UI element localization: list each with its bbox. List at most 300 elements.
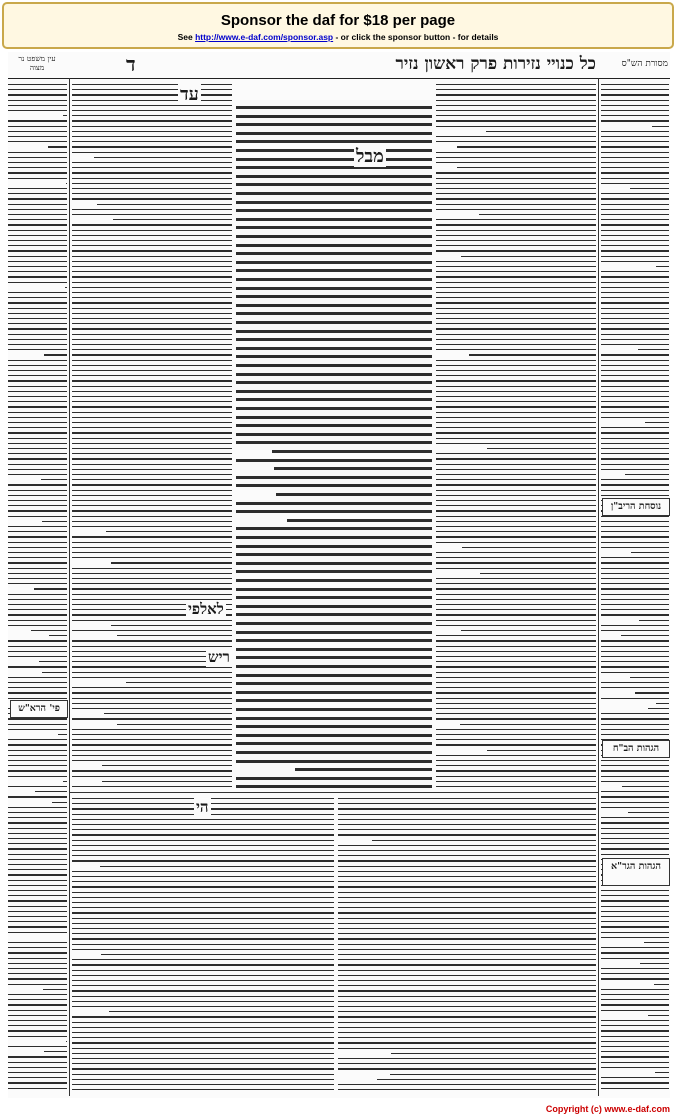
text-line bbox=[43, 989, 67, 990]
text-line bbox=[436, 718, 596, 719]
text-line bbox=[236, 656, 432, 659]
text-line bbox=[8, 1036, 67, 1037]
text-line bbox=[236, 579, 432, 582]
column-divider bbox=[598, 78, 599, 1096]
text-line bbox=[601, 609, 669, 610]
text-line bbox=[236, 674, 432, 677]
text-line bbox=[8, 193, 67, 194]
text-line bbox=[8, 1077, 67, 1078]
text-line bbox=[601, 136, 669, 137]
text-line bbox=[8, 136, 67, 137]
text-line bbox=[601, 562, 669, 563]
text-line bbox=[72, 734, 232, 735]
text-line bbox=[8, 427, 67, 428]
hagahot-habach-heading: הגהות הב"ח bbox=[602, 740, 670, 758]
text-line bbox=[8, 900, 67, 901]
text-line bbox=[338, 892, 596, 893]
text-line bbox=[436, 765, 596, 766]
text-line bbox=[8, 698, 67, 699]
text-line bbox=[436, 531, 596, 532]
text-line bbox=[72, 136, 232, 137]
text-line bbox=[601, 630, 669, 631]
text-line bbox=[601, 1020, 669, 1021]
text-line bbox=[601, 204, 669, 205]
text-line bbox=[601, 906, 669, 907]
text-line bbox=[648, 708, 669, 709]
text-line bbox=[72, 100, 232, 101]
text-line bbox=[72, 464, 232, 465]
text-line bbox=[601, 547, 669, 548]
text-line bbox=[601, 1046, 669, 1047]
text-line bbox=[72, 224, 232, 225]
text-line bbox=[8, 947, 67, 948]
text-line bbox=[72, 1053, 334, 1054]
text-line bbox=[436, 328, 596, 329]
text-line bbox=[436, 323, 596, 324]
text-line bbox=[8, 510, 67, 511]
text-line bbox=[601, 838, 669, 839]
text-line bbox=[236, 562, 432, 565]
text-line bbox=[338, 902, 596, 903]
text-line bbox=[72, 510, 232, 511]
text-line bbox=[236, 553, 432, 556]
text-line bbox=[338, 980, 596, 981]
text-line bbox=[72, 526, 232, 527]
text-line bbox=[436, 734, 596, 735]
text-line bbox=[72, 881, 334, 882]
text-line bbox=[601, 1051, 669, 1052]
text-line bbox=[8, 396, 67, 397]
text-line bbox=[436, 474, 596, 475]
text-line bbox=[601, 542, 669, 543]
text-line bbox=[72, 557, 232, 558]
text-line bbox=[236, 691, 432, 694]
text-line bbox=[436, 568, 596, 569]
text-line bbox=[601, 724, 669, 725]
text-line bbox=[436, 703, 596, 704]
text-line bbox=[72, 401, 232, 402]
text-line bbox=[436, 126, 596, 127]
text-line bbox=[236, 287, 432, 290]
text-line bbox=[72, 167, 232, 168]
text-line bbox=[436, 302, 596, 303]
text-line bbox=[41, 479, 67, 480]
text-line bbox=[338, 1001, 596, 1002]
text-line bbox=[338, 834, 596, 835]
text-line bbox=[8, 412, 67, 413]
text-line bbox=[656, 266, 669, 267]
text-line bbox=[601, 1010, 669, 1011]
text-line bbox=[236, 209, 432, 212]
text-line bbox=[8, 235, 67, 236]
text-line bbox=[601, 1004, 669, 1005]
text-line bbox=[8, 328, 67, 329]
text-line bbox=[236, 760, 432, 763]
text-line bbox=[287, 519, 432, 522]
text-line bbox=[236, 648, 432, 651]
text-line bbox=[338, 996, 596, 997]
text-line bbox=[8, 1072, 67, 1073]
chapter-title: כל כנויי נזירות פרק ראשון נזיר bbox=[395, 54, 596, 74]
text-line bbox=[8, 1067, 67, 1068]
text-line bbox=[72, 209, 232, 210]
text-line bbox=[601, 625, 669, 626]
text-line bbox=[72, 375, 232, 376]
text-line bbox=[601, 427, 669, 428]
text-line bbox=[377, 1079, 596, 1080]
text-line bbox=[72, 94, 232, 95]
text-line bbox=[601, 1056, 669, 1057]
text-line bbox=[436, 172, 596, 173]
text-line bbox=[601, 443, 669, 444]
text-line bbox=[72, 297, 232, 298]
text-line bbox=[436, 412, 596, 413]
text-line bbox=[102, 781, 232, 782]
text-line bbox=[72, 1006, 334, 1007]
text-line bbox=[631, 552, 669, 553]
text-line bbox=[236, 347, 432, 350]
text-line bbox=[72, 886, 334, 887]
text-line bbox=[72, 188, 232, 189]
text-line bbox=[236, 545, 432, 548]
sponsor-banner[interactable] bbox=[2, 2, 674, 49]
text-line bbox=[72, 928, 334, 929]
text-line bbox=[8, 687, 67, 688]
text-line bbox=[436, 562, 596, 563]
text-line bbox=[436, 536, 596, 537]
text-line bbox=[72, 568, 232, 569]
text-line bbox=[236, 441, 432, 444]
text-line bbox=[8, 760, 67, 761]
text-line bbox=[72, 391, 232, 392]
text-line bbox=[72, 162, 232, 163]
text-line bbox=[601, 656, 669, 657]
text-line bbox=[338, 814, 596, 815]
text-line bbox=[8, 474, 67, 475]
text-line bbox=[601, 157, 669, 158]
text-line bbox=[8, 620, 67, 621]
text-line bbox=[8, 822, 67, 823]
text-line bbox=[338, 871, 596, 872]
text-line bbox=[601, 328, 669, 329]
text-line bbox=[8, 968, 67, 969]
text-line bbox=[72, 1037, 334, 1038]
text-line bbox=[8, 677, 67, 678]
text-line bbox=[8, 443, 67, 444]
text-line bbox=[436, 422, 596, 423]
text-line bbox=[8, 542, 67, 543]
text-line bbox=[601, 120, 669, 121]
text-line bbox=[601, 89, 669, 90]
text-line bbox=[436, 313, 596, 314]
text-line bbox=[601, 531, 669, 532]
text-line bbox=[72, 292, 232, 293]
text-line bbox=[72, 245, 232, 246]
text-line bbox=[8, 214, 67, 215]
text-line bbox=[8, 682, 67, 683]
text-line bbox=[8, 921, 67, 922]
text-line bbox=[436, 183, 596, 184]
text-line bbox=[436, 557, 596, 558]
text-line bbox=[601, 661, 669, 662]
text-line bbox=[72, 933, 334, 934]
masoret-label: מסורת הש"ס bbox=[621, 59, 668, 69]
text-line bbox=[601, 765, 669, 766]
text-line bbox=[8, 739, 67, 740]
text-line bbox=[338, 897, 596, 898]
text-line bbox=[8, 864, 67, 865]
text-line bbox=[117, 635, 232, 636]
text-line bbox=[72, 105, 232, 106]
text-line bbox=[8, 230, 67, 231]
text-line bbox=[391, 1053, 596, 1054]
text-line bbox=[8, 1046, 67, 1047]
text-line bbox=[8, 952, 67, 953]
text-line bbox=[436, 120, 596, 121]
text-line bbox=[8, 828, 67, 829]
text-line bbox=[8, 932, 67, 933]
text-line bbox=[8, 942, 67, 943]
text-line bbox=[66, 1041, 67, 1042]
text-line bbox=[601, 760, 669, 761]
text-line bbox=[8, 162, 67, 163]
text-line bbox=[8, 885, 67, 886]
text-line bbox=[436, 698, 596, 699]
text-line bbox=[601, 334, 669, 335]
text-line bbox=[601, 687, 669, 688]
text-line bbox=[8, 105, 67, 106]
text-line bbox=[8, 854, 67, 855]
text-line bbox=[94, 157, 232, 158]
hi-word: הי bbox=[196, 798, 209, 816]
text-line bbox=[601, 848, 669, 849]
text-line bbox=[601, 380, 669, 381]
text-line bbox=[601, 646, 669, 647]
text-line bbox=[601, 698, 669, 699]
text-line bbox=[648, 1015, 669, 1016]
text-line bbox=[8, 755, 67, 756]
text-line bbox=[8, 84, 67, 85]
text-line bbox=[8, 880, 67, 881]
text-line bbox=[44, 354, 67, 355]
text-line bbox=[72, 261, 232, 262]
text-line bbox=[436, 786, 596, 787]
text-line bbox=[8, 266, 67, 267]
text-line bbox=[72, 620, 232, 621]
text-line bbox=[72, 630, 232, 631]
text-line bbox=[117, 724, 232, 725]
text-line bbox=[72, 516, 232, 517]
text-line bbox=[436, 308, 596, 309]
text-line bbox=[436, 427, 596, 428]
text-line bbox=[436, 261, 596, 262]
text-line bbox=[436, 646, 596, 647]
text-line bbox=[72, 750, 232, 751]
text-line bbox=[72, 892, 334, 893]
text-line bbox=[8, 406, 67, 407]
text-line bbox=[72, 256, 232, 257]
text-line bbox=[338, 1032, 596, 1033]
text-line bbox=[8, 100, 67, 101]
text-line bbox=[436, 84, 596, 85]
text-line bbox=[236, 622, 432, 625]
text-line bbox=[601, 817, 669, 818]
text-line bbox=[601, 999, 669, 1000]
text-line bbox=[236, 502, 432, 505]
text-line bbox=[436, 198, 596, 199]
text-line bbox=[236, 665, 432, 668]
text-line bbox=[236, 235, 432, 238]
text-line bbox=[601, 1077, 669, 1078]
sponsor-link[interactable]: http://www.e-daf.com/sponsor.asp bbox=[195, 32, 334, 42]
text-line bbox=[8, 282, 67, 283]
text-line bbox=[8, 250, 67, 251]
text-line bbox=[436, 744, 596, 745]
text-line bbox=[8, 796, 67, 797]
text-line bbox=[601, 178, 669, 179]
text-line bbox=[236, 527, 432, 530]
text-line bbox=[601, 781, 669, 782]
text-line bbox=[58, 734, 67, 735]
text-line bbox=[8, 640, 67, 641]
text-line bbox=[8, 547, 67, 548]
text-line bbox=[601, 1025, 669, 1026]
text-line bbox=[8, 1020, 67, 1021]
text-line bbox=[72, 276, 232, 277]
text-line bbox=[436, 625, 596, 626]
text-line bbox=[236, 570, 432, 573]
text-line bbox=[72, 996, 334, 997]
text-line bbox=[436, 334, 596, 335]
text-line bbox=[8, 874, 67, 875]
text-line bbox=[72, 578, 232, 579]
text-line bbox=[8, 895, 67, 896]
text-line bbox=[8, 448, 67, 449]
text-line bbox=[72, 980, 334, 981]
text-line bbox=[436, 479, 596, 480]
text-line bbox=[236, 183, 432, 186]
text-line bbox=[236, 433, 432, 436]
text-line bbox=[8, 323, 67, 324]
text-line bbox=[644, 942, 669, 943]
text-line bbox=[236, 390, 432, 393]
text-line bbox=[601, 833, 669, 834]
text-line bbox=[72, 448, 232, 449]
nusach-haraif-heading: נוסחת הריב"ן bbox=[602, 498, 670, 516]
text-line bbox=[236, 123, 432, 126]
text-line bbox=[72, 588, 232, 589]
text-line bbox=[8, 984, 67, 985]
text-line bbox=[338, 886, 596, 887]
text-line bbox=[8, 401, 67, 402]
text-line bbox=[457, 167, 596, 168]
text-line bbox=[72, 479, 232, 480]
text-line bbox=[8, 458, 67, 459]
text-line bbox=[72, 495, 232, 496]
text-line bbox=[601, 292, 669, 293]
text-line bbox=[72, 172, 232, 173]
text-line bbox=[338, 1089, 596, 1090]
text-line bbox=[236, 742, 432, 745]
text-line bbox=[338, 819, 596, 820]
text-line bbox=[8, 906, 67, 907]
text-line bbox=[72, 235, 232, 236]
text-line bbox=[72, 500, 232, 501]
text-line bbox=[436, 250, 596, 251]
text-line bbox=[601, 323, 669, 324]
text-line bbox=[338, 1016, 596, 1017]
text-line bbox=[8, 422, 67, 423]
text-line bbox=[72, 193, 232, 194]
text-line bbox=[338, 954, 596, 955]
text-line bbox=[640, 963, 669, 964]
text-line bbox=[8, 380, 67, 381]
text-line bbox=[72, 860, 334, 861]
text-line bbox=[8, 339, 67, 340]
text-line bbox=[601, 490, 669, 491]
text-line bbox=[72, 308, 232, 309]
text-line bbox=[72, 484, 232, 485]
text-line bbox=[436, 406, 596, 407]
text-line bbox=[436, 713, 596, 714]
text-line bbox=[436, 666, 596, 667]
text-line bbox=[8, 994, 67, 995]
text-line bbox=[8, 656, 67, 657]
text-line bbox=[338, 1048, 596, 1049]
text-line bbox=[113, 219, 232, 220]
text-line bbox=[601, 604, 669, 605]
text-line bbox=[72, 855, 334, 856]
text-line bbox=[72, 876, 334, 877]
tosafot-column bbox=[72, 82, 232, 790]
text-line bbox=[236, 373, 432, 376]
text-line bbox=[601, 921, 669, 922]
text-line bbox=[72, 266, 232, 267]
text-line bbox=[601, 198, 669, 199]
text-line bbox=[436, 760, 596, 761]
text-line bbox=[72, 1032, 334, 1033]
text-line bbox=[338, 949, 596, 950]
text-line bbox=[72, 349, 232, 350]
text-line bbox=[72, 271, 232, 272]
text-line bbox=[8, 370, 67, 371]
text-line bbox=[72, 646, 232, 647]
text-line bbox=[8, 978, 67, 979]
text-line bbox=[436, 578, 596, 579]
text-line bbox=[338, 876, 596, 877]
text-line bbox=[276, 493, 432, 496]
text-line bbox=[236, 295, 432, 298]
text-line bbox=[8, 1056, 67, 1057]
text-line bbox=[436, 651, 596, 652]
text-line bbox=[8, 386, 67, 387]
text-line bbox=[72, 687, 232, 688]
hagahot-hagra-heading: הגהות הגר"א bbox=[602, 858, 670, 886]
text-line bbox=[601, 718, 669, 719]
text-line bbox=[72, 703, 232, 704]
text-line bbox=[72, 959, 334, 960]
text-line bbox=[72, 146, 232, 147]
text-line bbox=[8, 219, 67, 220]
text-line bbox=[49, 635, 67, 636]
text-line bbox=[8, 120, 67, 121]
text-line bbox=[8, 172, 67, 173]
text-line bbox=[436, 219, 596, 220]
text-line bbox=[72, 840, 334, 841]
text-line bbox=[338, 860, 596, 861]
text-line bbox=[601, 458, 669, 459]
text-line bbox=[436, 458, 596, 459]
